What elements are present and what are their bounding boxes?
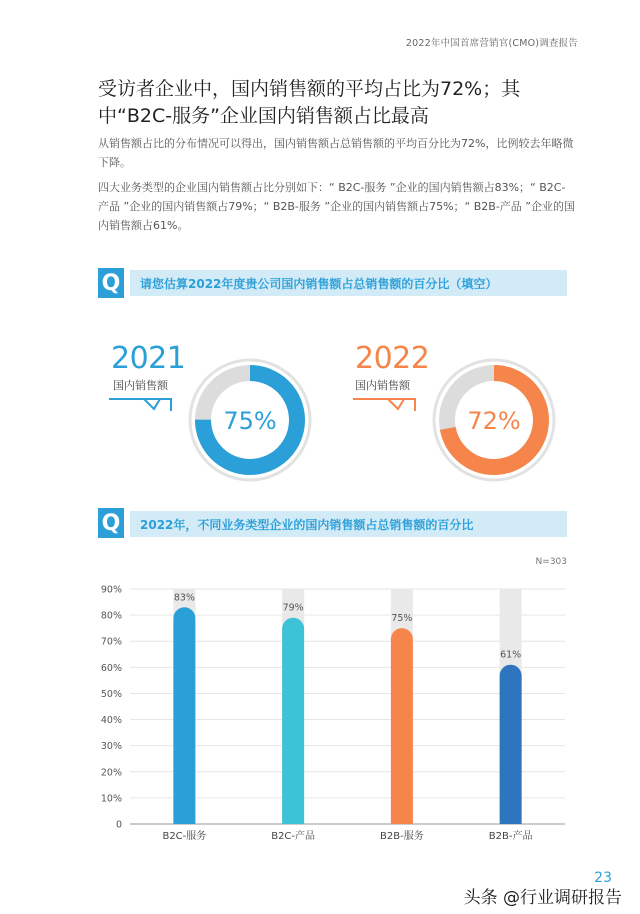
x-tick-label: B2C-服务 [162,831,207,842]
x-tick-label: B2C-产品 [271,831,316,842]
bar [282,618,304,824]
y-tick-label: 60% [100,662,122,674]
donut-chart-2022 [432,358,556,482]
y-tick-label: 80% [100,610,122,622]
y-tick-label: 20% [100,767,122,779]
bar [173,607,195,824]
sample-size-note: N=303 [535,557,567,567]
question-badge-2: Q [98,508,124,538]
bar-value-label: 75% [391,613,413,625]
year-2022: 2022 [355,341,430,376]
page-title: 受访者企业中，国内销售额的平均占比为72%；其中“B2C-服务”企业国内销售额占比最高 [98,78,521,127]
y-tick-label: 30% [100,741,122,753]
y-tick-label: 40% [100,715,122,727]
donut-label-2022: 国内销售额 [355,379,410,392]
bar-value-label: 83% [173,592,195,604]
bar [391,628,413,824]
y-tick-label: 50% [100,688,122,700]
report-header-title: 2022年中国首席营销官(CMO)调查报告 [405,38,578,49]
question-text-2: 2022年，不同业务类型企业的国内销售额占总销售额的百分比 [140,517,474,532]
callout-line-2021 [108,395,174,417]
question-bar-1 [130,270,567,296]
paragraph-1: 从销售额占比的分布情况可以得出，国内销售额占总销售额的平均百分比为72%，比例较去年略微下降。 [98,137,574,169]
y-tick-label: 10% [100,793,122,805]
question-text-1: 请您估算2022年度贵公司国内销售额占总销售额的百分比（填空） [140,276,498,291]
page-number: 23 [594,870,612,886]
donut-value-2021: 75% [223,407,277,435]
donut-value-2022: 72% [467,407,521,435]
question-badge-1: Q [98,268,124,298]
y-tick-label: 90% [100,584,122,596]
question-bar-2 [130,511,567,537]
x-tick-label: B2B-产品 [488,831,533,842]
y-tick-label: 70% [100,636,122,648]
donut-label-2021: 国内销售额 [113,379,168,392]
year-2021: 2021 [111,341,186,376]
x-tick-label: B2B-服务 [380,831,424,842]
bar-value-label: 79% [282,602,304,614]
paragraph-2: 四大业务类型的企业国内销售额占比分别如下：“ B2C-服务 ”企业的国内销售额占83%；“ B2C-产品 ”企业的国内销售额占79%；“ B2B-服务 ”企业的国内销售额占75%；“ B2B-产品 ”企业的国内销售额占61%。 [98,181,575,232]
bar [500,665,522,824]
bar-value-label: 61% [500,649,522,661]
y-tick-label: 0 [115,819,122,831]
watermark-text: 头条 @行业调研报告 [463,888,622,908]
donut-chart-2021 [188,358,312,482]
callout-line-2022 [352,395,418,417]
bar-chart [80,575,580,850]
